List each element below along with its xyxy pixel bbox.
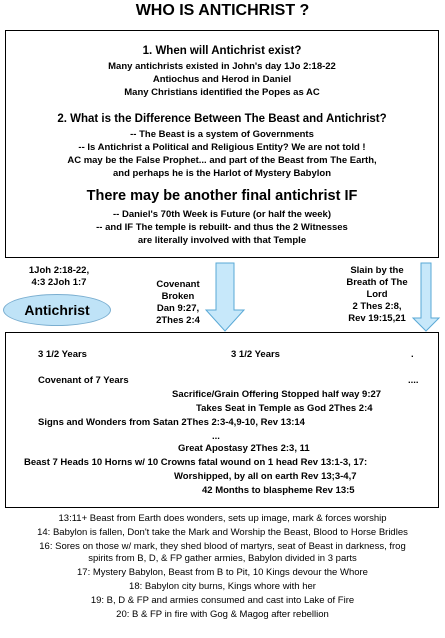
first-half-years: 3 1/2 Years [38, 349, 87, 360]
timeline-dot: . [411, 349, 414, 360]
antichrist-label: Antichrist [24, 302, 90, 318]
forty-two-months: 42 Months to blaspheme Rev 13:5 [202, 485, 355, 496]
covenant-note-line: Broken [161, 291, 195, 302]
slain-note-line: Lord [366, 289, 388, 300]
q1-line: Many antichrists existed in John's day 1Jo 2:18-22 [108, 61, 336, 72]
signs-and-wonders: Signs and Wonders from Satan 2Thes 2:3-4,9-10, Rev 13:14 [38, 417, 305, 428]
beast-heads-horns: Beast 7 Heads 10 Horns w/ 10 Crowns fatal wound on 1 head Rev 13:1-3, 17: [24, 457, 368, 468]
bottom-line: 14: Babylon is fallen, Don't take the Mark and Worship the Beast, Blood to Horse Bridles [37, 527, 408, 538]
page-title: WHO IS ANTICHRIST ? [135, 2, 310, 19]
covenant-note-line: 2Thes 2:4 [156, 315, 200, 326]
worshipped-by-all: Worshipped, by all on earth Rev 13;3-4,7 [174, 471, 357, 482]
bottom-line: 18: Babylon city burns, Kings whore with her [129, 581, 316, 592]
bottom-line: 13:11+ Beast from Earth does wonders, sets up image, mark & forces worship [58, 513, 387, 524]
covenant-seven-years: Covenant of 7 Years [38, 375, 129, 386]
timeline-dots: ... [212, 431, 220, 442]
q2-line: -- The Beast is a system of Governments [130, 129, 314, 140]
john-ref-line: 4:3 2Joh 1:7 [31, 277, 87, 288]
bottom-line: 16: Sores on those w/ mark, they shed blood of martyrs, seat of Beast in darkness, frog [39, 541, 406, 552]
center-down-arrow [206, 263, 244, 331]
q1-line: Antiochus and Herod in Daniel [152, 74, 292, 85]
q2-heading: 2. What is the Difference Between The Beast and Antichrist? [57, 113, 387, 125]
q2-line: and perhaps he is the Harlot of Mystery Babylon [112, 168, 332, 179]
slain-note-line: Slain by the [350, 265, 404, 276]
covenant-note-line: Dan 9:27, [156, 303, 200, 314]
q1-line: Many Christians identified the Popes as AC [124, 87, 320, 98]
slain-note-line: Rev 19:15,21 [348, 313, 406, 324]
timeline-box [5, 332, 439, 508]
q3-line: -- and IF The temple is rebuilt- and thus the 2 Witnesses [96, 222, 348, 233]
john-ref-line: 1Joh 2:18-22, [28, 265, 90, 276]
bottom-line: 20: B & FP in fire with Gog & Magog after rebellion [116, 609, 329, 620]
sacrifice-stopped: Sacrifice/Grain Offering Stopped half way 9:27 [172, 389, 382, 400]
slain-note-line: Breath of The [346, 277, 408, 288]
q3-heading: There may be another final antichrist IF [86, 188, 358, 204]
q3-line: -- Daniel's 70th Week is Future (or half the week) [113, 209, 331, 220]
slain-note-line: 2 Thes 2:8, [352, 301, 402, 312]
second-half-years: 3 1/2 Years [231, 349, 280, 360]
q1-heading: 1. When will Antichrist exist? [142, 45, 302, 57]
q2-line: AC may be the False Prophet... and part of the Beast from The Earth, [67, 155, 377, 166]
bottom-line: 19: B, D & FP and armies consumed and cast into Lake of Fire [90, 595, 355, 606]
bottom-line: spirits from B, D, & FP gather armies, Babylon divided in 3 parts [88, 553, 357, 564]
right-down-arrow [413, 263, 439, 331]
q2-line: -- Is Antichrist a Political and Religious Entity? We are not told ! [78, 142, 366, 153]
seat-in-temple: Takes Seat in Temple as God 2Thes 2:4 [196, 403, 373, 414]
covenant-note-line: Covenant [156, 279, 200, 290]
great-apostasy: Great Apostasy 2Thes 2:3, 11 [178, 443, 310, 454]
q3-line: are literally involved with that Temple [137, 235, 307, 246]
bottom-line: 17: Mystery Babylon, Beast from B to Pit, 10 Kings devour the Whore [77, 567, 368, 578]
timeline-dots: .... [408, 375, 419, 386]
